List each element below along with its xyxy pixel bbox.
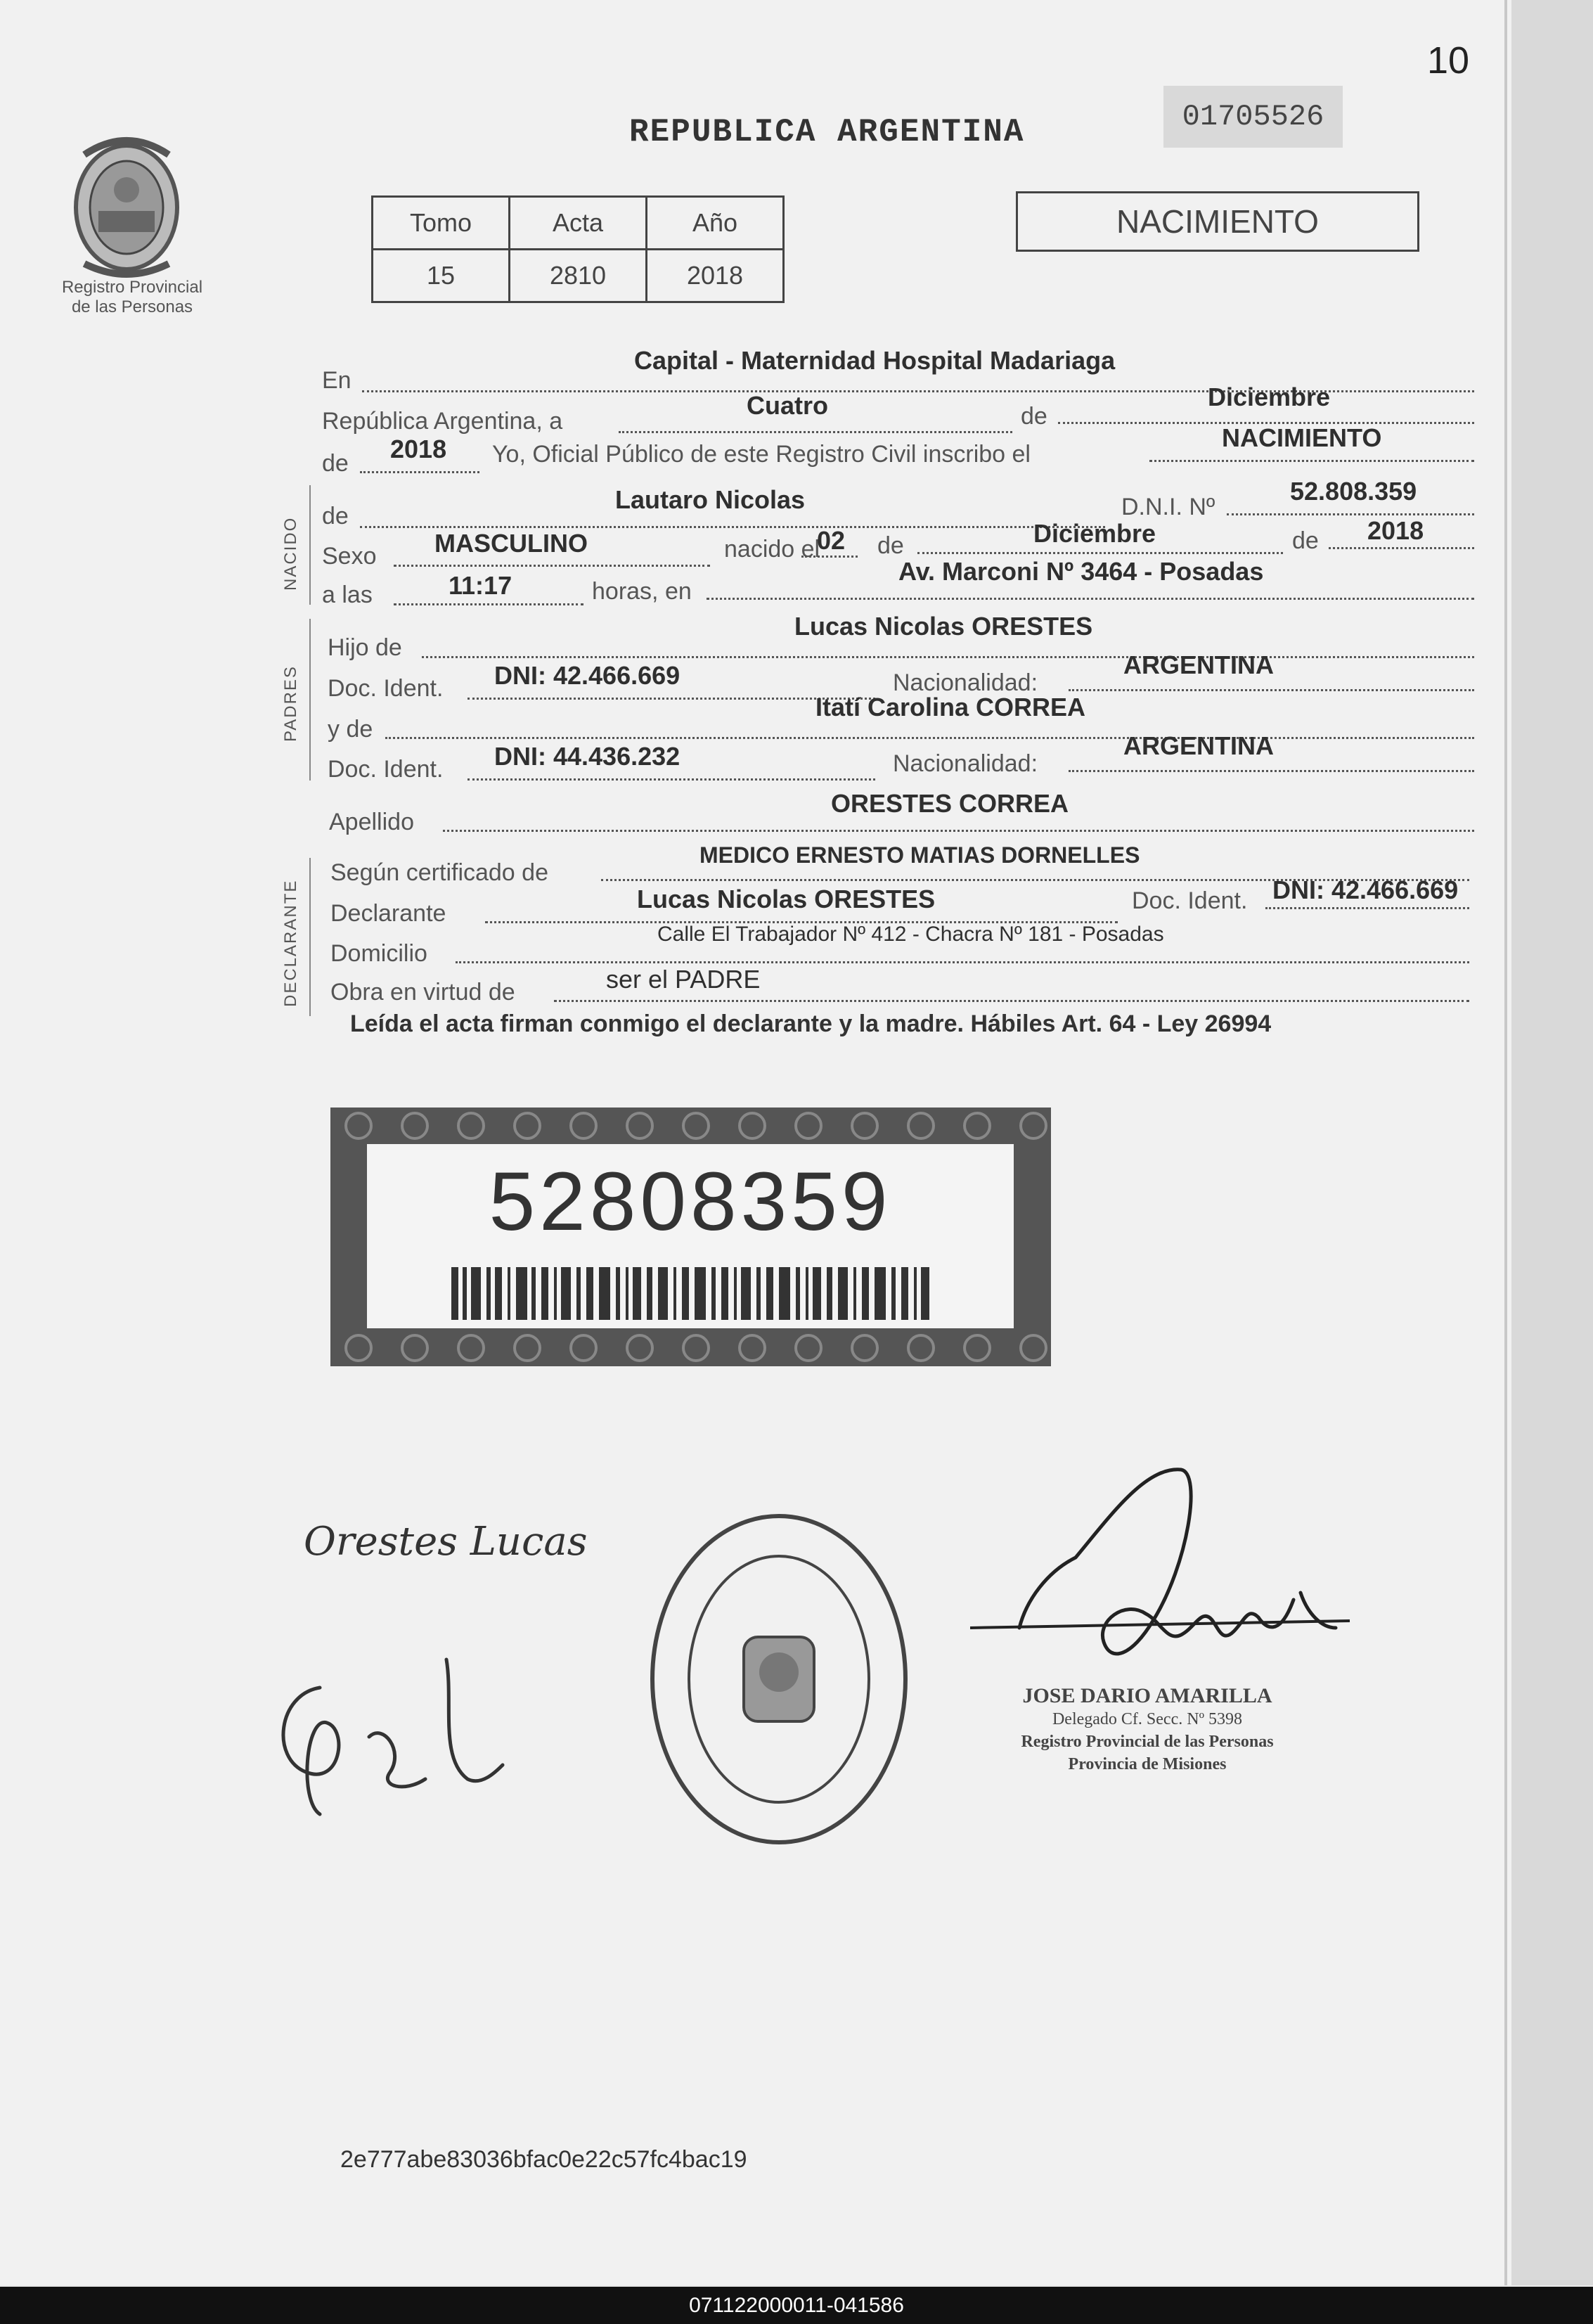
value-inscribo: NACIMIENTO [1222,423,1382,452]
value-month: Diciembre [1208,383,1331,411]
value-year: 2018 [390,435,447,463]
section-bar [309,485,311,605]
value-obra: ser el PADRE [606,965,761,994]
label-en: En [322,367,352,394]
coat-of-arms-icon [56,127,197,281]
dotted-line [1069,689,1474,691]
label-horas-en: horas, en [592,578,692,605]
handwritten-name: Orestes Lucas [304,1519,588,1565]
label-de: de [1021,403,1047,430]
dotted-line [456,961,1469,963]
dotted-line [1069,770,1474,772]
dotted-line [443,830,1474,832]
section-nacido: NACIDO [281,516,300,591]
label-apellido: Apellido [329,809,414,835]
value-father-nationality: ARGENTINA [1123,650,1274,679]
label-obra: Obra en virtud de [330,979,515,1006]
section-declarante: DECLARANTE [281,879,300,1007]
dotted-line [1149,460,1474,462]
label-doc-ident: Doc. Ident. [328,675,444,702]
label-de3: de [322,503,349,529]
value-father-doc: DNI: 42.466.669 [494,661,681,690]
page-number: 10 [1427,39,1470,82]
label-hijo-de: Hijo de [328,634,402,661]
registry-label-line2: de las Personas [71,297,193,316]
dotted-line [917,552,1283,554]
section-bar [309,619,311,781]
document-hash: 2e777abe83036bfac0e22c57fc4bac19 [340,2146,747,2173]
label-declarante: Declarante [330,900,446,927]
dotted-line [1329,547,1474,549]
value-hour: 11:17 [449,571,512,600]
value-born-month: Diciembre [1033,519,1156,548]
dotted-line [467,778,875,781]
serial-number: 01705526 [1163,86,1343,148]
label-doc-ident-2: Doc. Ident. [328,756,444,783]
value-surname: ORESTES CORREA [831,789,1069,818]
registry-label [41,278,224,317]
sticker-number: 52808359 [489,1155,892,1248]
label-a-las: a las [322,582,373,608]
label-dni: D.N.I. Nº [1121,494,1215,520]
sticker-label [367,1144,1014,1328]
section-padres: PADRES [281,665,300,742]
value-day: Cuatro [747,391,828,420]
official-block [965,1684,1330,1776]
dotted-line [394,603,583,605]
label-domicilio: Domicilio [330,940,427,967]
dotted-line [619,431,1012,433]
label-sexo: Sexo [322,543,377,570]
record-type-box: NACIMIENTO [1016,191,1419,252]
label-nacionalidad-2: Nacionalidad: [893,750,1038,777]
footer-code: 071122000011-041586 [0,2287,1593,2324]
barcode-icon [451,1267,929,1320]
label-oficial: Yo, Oficial Público de este Registro Civil inscribo el [492,441,1031,468]
dotted-line [554,1000,1469,1002]
value-certificate: MEDICO ERNESTO MATIAS DORNELLES [699,842,1140,868]
label-de5: de [1292,527,1319,554]
dotted-line [394,565,710,567]
dotted-line [467,698,875,700]
value-declarant-doc: DNI: 42.466.669 [1272,875,1459,904]
closing-note: Leída el acta firman conmigo el declarante y la madre. Hábiles Art. 64 - Ley 26994 [350,1010,1272,1037]
official-name: JOSE DARIO AMARILLA [1022,1684,1272,1707]
value-tomo: 15 [373,250,510,302]
label-certificado: Según certificado de [330,859,548,886]
official-line2: Registro Provincial de las Personas [1021,1733,1274,1751]
label-y-de: y de [328,716,373,743]
document-title: REPUBLICA ARGENTINA [629,114,1025,150]
value-father: Lucas Nicolas ORESTES [794,612,1093,641]
dotted-line [707,598,1474,600]
value-declarant: Lucas Nicolas ORESTES [637,885,936,913]
value-mother-doc: DNI: 44.436.232 [494,742,681,771]
dotted-line [385,737,1474,739]
section-bar [309,858,311,1016]
dni-sticker [330,1108,1051,1366]
label-de2: de [322,450,349,477]
value-acta: 2810 [510,250,647,302]
registry-label-line1: Registro Provincial [61,278,203,297]
value-mother: Itatí Carolina CORREA [815,693,1086,721]
dotted-line [422,656,1474,658]
label-doc-ident-3: Doc. Ident. [1132,887,1248,914]
official-line3: Provincia de Misiones [1068,1755,1227,1773]
dotted-line [360,471,479,473]
value-child-name: Lautaro Nicolas [615,485,806,514]
dotted-line [1227,513,1474,515]
value-place-registration: Capital - Maternidad Hospital Madariaga [634,346,1116,375]
label-republica: República Argentina, a [322,408,563,435]
page-edge-line [1504,0,1507,2285]
header-tomo: Tomo [373,197,510,250]
header-ano: Año [647,197,784,250]
scan-edge [1511,0,1593,2285]
declarant-signature [264,1645,517,1828]
value-born-day: 02 [817,526,846,555]
dotted-line [1265,907,1469,909]
value-ano: 2018 [647,250,784,302]
value-birth-place: Av. Marconi Nº 3464 - Posadas [898,557,1264,586]
value-address: Calle El Trabajador Nº 412 - Chacra Nº 181 - Posadas [657,923,1164,946]
header-acta: Acta [510,197,647,250]
value-born-year: 2018 [1367,516,1424,545]
value-child-dni: 52.808.359 [1290,477,1417,506]
label-nacionalidad: Nacionalidad: [893,669,1038,696]
official-stamp [645,1510,912,1848]
value-mother-nationality: ARGENTINA [1123,731,1274,760]
record-table-values [373,250,784,302]
official-line1: Delegado Cf. Secc. Nº 5398 [1052,1710,1243,1728]
dotted-line [360,526,1105,528]
label-de4: de [877,532,904,559]
record-table [371,195,785,303]
value-sex: MASCULINO [434,529,588,558]
dotted-line [801,556,858,558]
record-table-header [373,197,784,250]
label-nacido-el: nacido el [724,536,820,563]
